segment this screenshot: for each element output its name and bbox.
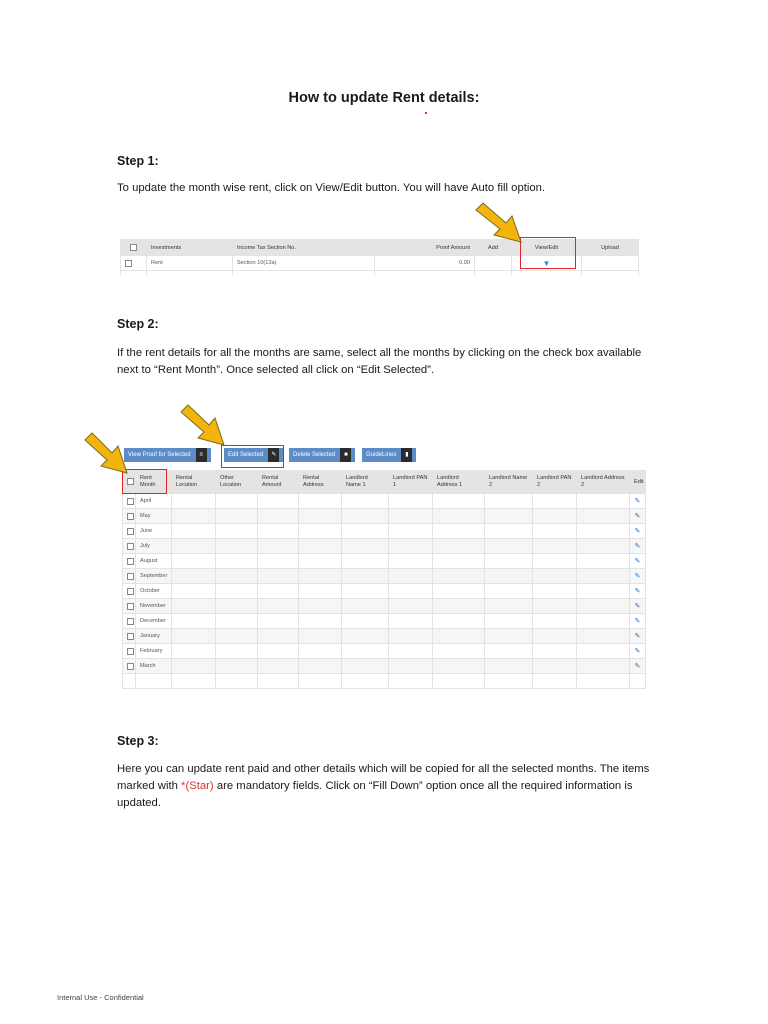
empty-cell <box>577 599 630 614</box>
empty-cell <box>533 644 577 659</box>
empty-cell <box>485 569 533 584</box>
empty-cell <box>577 569 630 584</box>
section-cell: Section 10(13a) <box>233 256 375 271</box>
empty-cell <box>258 584 299 599</box>
empty-cell <box>216 614 258 629</box>
table-row-empty <box>123 674 646 689</box>
rent-months-table <box>122 470 646 689</box>
view-proof-label: View Proof for Selected <box>128 452 191 458</box>
table-row <box>123 524 646 539</box>
page-title: How to update Rent details: <box>288 90 480 106</box>
table-row <box>123 629 646 644</box>
month-checkbox[interactable] <box>123 659 136 674</box>
trash-icon: ■ <box>340 448 351 462</box>
step-2-text: If the rent details for all the months are same, select all the months by clicking on the check box available next to “Rent Month”. Once selected all click on “Edit Selected”. <box>117 347 642 376</box>
empty-cell <box>342 539 389 554</box>
empty-cell <box>123 674 136 689</box>
empty-cell <box>485 659 533 674</box>
edit-row-button[interactable] <box>630 524 646 539</box>
month-cell: June <box>136 524 172 539</box>
empty-cell <box>258 629 299 644</box>
empty-cell <box>577 584 630 599</box>
empty-cell <box>216 599 258 614</box>
empty-cell <box>389 554 433 569</box>
empty-cell <box>577 524 630 539</box>
empty-cell <box>299 629 342 644</box>
month-checkbox[interactable] <box>123 554 136 569</box>
empty-cell <box>389 494 433 509</box>
empty-cell <box>533 584 577 599</box>
empty-cell <box>258 674 299 689</box>
table-row <box>123 539 646 554</box>
empty-cell <box>342 644 389 659</box>
empty-cell <box>577 509 630 524</box>
upload-cell[interactable] <box>582 256 639 271</box>
empty-cell <box>533 494 577 509</box>
add-cell[interactable] <box>475 256 512 271</box>
empty-cell <box>342 494 389 509</box>
empty-cell <box>299 524 342 539</box>
list-icon: ≡ <box>196 448 207 462</box>
empty-cell <box>485 539 533 554</box>
empty-cell <box>433 644 485 659</box>
edit-row-button[interactable] <box>630 509 646 524</box>
col-landlord-pan-2: Landlord PAN 2 <box>533 471 577 494</box>
empty-cell <box>533 554 577 569</box>
empty-cell <box>342 509 389 524</box>
step-3-text-after: are mandatory fields. Click on “Fill Down” option once all the required information is updated. <box>117 780 633 809</box>
empty-cell <box>577 674 630 689</box>
col-rent-month: Rent Month <box>136 471 172 494</box>
month-checkbox[interactable] <box>123 599 136 614</box>
empty-cell <box>258 644 299 659</box>
col-view-edit: View/Edit <box>512 240 582 256</box>
empty-cell <box>172 659 216 674</box>
empty-cell <box>485 554 533 569</box>
empty-cell <box>389 509 433 524</box>
table-row <box>123 584 646 599</box>
empty-cell <box>433 584 485 599</box>
empty-cell <box>533 524 577 539</box>
empty-cell <box>216 509 258 524</box>
month-cell: October <box>136 584 172 599</box>
col-landlord-address-2: Landlord Address 2 <box>577 471 630 494</box>
pencil-icon: ✎ <box>268 448 279 462</box>
edit-row-button[interactable] <box>630 494 646 509</box>
empty-cell <box>299 659 342 674</box>
pencil-icon: ✎ <box>634 498 641 505</box>
guidelines-button[interactable] <box>362 448 416 462</box>
edit-row-button[interactable] <box>630 614 646 629</box>
col-investments: Investments <box>147 240 233 256</box>
empty-cell <box>172 614 216 629</box>
pencil-icon: ✎ <box>634 513 641 520</box>
empty-cell <box>299 599 342 614</box>
empty-cell <box>342 629 389 644</box>
empty-cell <box>172 509 216 524</box>
col-landlord-name-1: Landlord Name 1 <box>342 471 389 494</box>
pencil-icon: ✎ <box>634 618 641 625</box>
empty-cell <box>216 539 258 554</box>
edit-row-button[interactable] <box>630 569 646 584</box>
empty-cell <box>299 674 342 689</box>
empty-cell <box>433 599 485 614</box>
empty-cell <box>533 509 577 524</box>
empty-cell <box>258 659 299 674</box>
empty-cell <box>216 644 258 659</box>
empty-cell <box>258 569 299 584</box>
col-rental-location: Rental Location <box>172 471 216 494</box>
pencil-icon: ✎ <box>634 558 641 565</box>
empty-cell <box>216 569 258 584</box>
month-checkbox[interactable] <box>123 629 136 644</box>
empty-cell <box>342 569 389 584</box>
table-row <box>123 569 646 584</box>
empty-cell <box>389 629 433 644</box>
empty-cell <box>299 509 342 524</box>
edit-row-button[interactable] <box>630 554 646 569</box>
col-landlord-address-1: Landlord Address 1 <box>433 471 485 494</box>
empty-cell <box>533 659 577 674</box>
empty-cell <box>258 599 299 614</box>
diamond-icon: ▼ <box>542 258 551 268</box>
empty-cell <box>433 614 485 629</box>
table-row <box>123 599 646 614</box>
empty-cell <box>433 554 485 569</box>
arrow-to-rent-month <box>82 430 130 476</box>
empty-cell <box>577 629 630 644</box>
table-row <box>123 614 646 629</box>
month-cell: April <box>136 494 172 509</box>
month-cell: December <box>136 614 172 629</box>
view-edit-highlight-box <box>520 237 576 269</box>
col-proof-amount: Proof Amount <box>375 240 475 256</box>
empty-cell <box>533 629 577 644</box>
pencil-icon: ✎ <box>634 528 641 535</box>
col-other-location: Other Location <box>216 471 258 494</box>
empty-cell <box>342 599 389 614</box>
empty-cell <box>485 509 533 524</box>
empty-cell <box>433 629 485 644</box>
empty-cell <box>342 554 389 569</box>
edit-row-button[interactable] <box>630 659 646 674</box>
step-2-heading: Step 2: <box>117 317 159 331</box>
empty-cell <box>172 569 216 584</box>
col-rental-amount: Rental Amount <box>258 471 299 494</box>
pencil-icon: ✎ <box>634 633 641 640</box>
empty-cell <box>342 614 389 629</box>
empty-cell <box>216 554 258 569</box>
pencil-icon: ✎ <box>634 543 641 550</box>
empty-cell <box>433 659 485 674</box>
month-cell: February <box>136 644 172 659</box>
empty-cell <box>389 524 433 539</box>
month-checkbox[interactable] <box>123 494 136 509</box>
month-checkbox[interactable] <box>123 584 136 599</box>
col-edit: Edit <box>630 471 646 494</box>
empty-cell <box>433 569 485 584</box>
step-1-text: To update the month wise rent, click on View/Edit button. You will have Auto fill option. <box>117 182 546 194</box>
empty-cell <box>172 584 216 599</box>
footer: Internal Use - Confidential <box>57 993 144 1002</box>
empty-cell <box>216 524 258 539</box>
empty-cell <box>389 644 433 659</box>
empty-cell <box>389 674 433 689</box>
empty-cell <box>577 554 630 569</box>
guidelines-label: GuideLines <box>366 452 397 458</box>
empty-cell <box>389 584 433 599</box>
empty-cell <box>216 659 258 674</box>
empty-cell <box>342 674 389 689</box>
table-row <box>123 659 646 674</box>
step-3-text-before: Here you can update rent paid and other details which will be copied for all the selected months. The items marked with <box>117 763 650 792</box>
empty-cell <box>485 629 533 644</box>
month-checkbox[interactable] <box>123 539 136 554</box>
edit-selected-highlight-box <box>221 445 284 468</box>
empty-cell <box>577 644 630 659</box>
empty-cell <box>342 659 389 674</box>
delete-selected-button[interactable] <box>289 448 355 462</box>
empty-cell <box>433 509 485 524</box>
empty-cell <box>172 674 216 689</box>
month-cell: January <box>136 629 172 644</box>
empty-cell <box>172 524 216 539</box>
pencil-icon: ✎ <box>634 603 641 610</box>
empty-cell <box>485 494 533 509</box>
edit-row-button[interactable] <box>630 584 646 599</box>
empty-cell <box>258 614 299 629</box>
table-row <box>123 644 646 659</box>
empty-cell <box>630 674 646 689</box>
star-marker: *(Star) <box>181 780 214 792</box>
empty-cell <box>533 569 577 584</box>
empty-cell <box>389 614 433 629</box>
empty-cell <box>533 599 577 614</box>
empty-cell <box>533 674 577 689</box>
empty-cell <box>485 599 533 614</box>
table-row <box>123 509 646 524</box>
edit-row-button[interactable] <box>630 644 646 659</box>
investment-cell: Rent <box>147 256 233 271</box>
empty-cell <box>258 509 299 524</box>
month-cell: July <box>136 539 172 554</box>
pencil-icon: ✎ <box>634 573 641 580</box>
step-1-heading: Step 1: <box>117 154 159 168</box>
col-section: Income Tax Section No. <box>233 240 375 256</box>
empty-cell <box>533 539 577 554</box>
empty-cell <box>433 524 485 539</box>
empty-cell <box>485 524 533 539</box>
month-checkbox[interactable] <box>123 509 136 524</box>
empty-cell <box>299 569 342 584</box>
empty-cell <box>299 584 342 599</box>
empty-cell <box>299 539 342 554</box>
empty-cell <box>433 674 485 689</box>
col-rental-address: Rental Address <box>299 471 342 494</box>
empty-cell <box>258 554 299 569</box>
col-upload: Upload <box>582 240 639 256</box>
empty-cell <box>433 539 485 554</box>
empty-cell <box>172 554 216 569</box>
edit-row-button[interactable] <box>630 539 646 554</box>
edit-row-button[interactable] <box>630 599 646 614</box>
row-checkbox[interactable] <box>121 256 147 271</box>
empty-cell <box>299 494 342 509</box>
empty-cell <box>172 629 216 644</box>
empty-cell <box>342 524 389 539</box>
proof-amount-cell: 0.00 <box>375 256 475 271</box>
month-checkbox[interactable] <box>123 524 136 539</box>
empty-cell <box>216 674 258 689</box>
empty-cell <box>389 659 433 674</box>
month-checkbox[interactable] <box>123 644 136 659</box>
view-proof-button[interactable] <box>124 448 211 462</box>
empty-cell <box>172 644 216 659</box>
pencil-icon: ✎ <box>634 588 641 595</box>
col-landlord-name-2: Landlord Name 2 <box>485 471 533 494</box>
arrow-to-edit-selected <box>178 402 228 448</box>
empty-cell <box>299 644 342 659</box>
col-landlord-pan-1: Landlord PAN 1 <box>389 471 433 494</box>
pencil-icon: ✎ <box>634 648 641 655</box>
col-add: Add <box>475 240 512 256</box>
empty-cell <box>299 614 342 629</box>
empty-cell <box>389 599 433 614</box>
month-cell: March <box>136 659 172 674</box>
month-cell: November <box>136 599 172 614</box>
empty-cell <box>172 599 216 614</box>
empty-cell <box>485 644 533 659</box>
empty-cell <box>258 494 299 509</box>
empty-cell <box>172 539 216 554</box>
empty-cell <box>577 494 630 509</box>
empty-cell <box>342 584 389 599</box>
month-cell: September <box>136 569 172 584</box>
step-3-text <box>117 761 657 812</box>
bookmark-icon: ▮ <box>401 448 412 462</box>
edit-row-button[interactable] <box>630 629 646 644</box>
empty-cell <box>485 584 533 599</box>
table-row <box>123 494 646 509</box>
empty-cell <box>136 674 172 689</box>
red-dot-mark <box>425 112 427 114</box>
pencil-icon: ✎ <box>634 663 641 670</box>
empty-cell <box>433 494 485 509</box>
empty-cell <box>485 674 533 689</box>
empty-cell <box>172 494 216 509</box>
empty-cell <box>485 614 533 629</box>
month-cell: May <box>136 509 172 524</box>
empty-cell <box>389 539 433 554</box>
empty-cell <box>577 659 630 674</box>
empty-cell <box>299 554 342 569</box>
step-3-heading: Step 3: <box>117 734 159 748</box>
empty-cell <box>216 494 258 509</box>
select-all-checkbox[interactable] <box>121 240 147 256</box>
month-checkbox[interactable] <box>123 569 136 584</box>
empty-cell <box>258 539 299 554</box>
empty-cell <box>577 614 630 629</box>
edit-selected-label: Edit Selected <box>228 452 264 458</box>
month-cell: August <box>136 554 172 569</box>
delete-selected-label: Delete Selected <box>293 452 336 458</box>
empty-cell <box>577 539 630 554</box>
empty-cell <box>258 524 299 539</box>
empty-cell <box>533 614 577 629</box>
empty-cell <box>216 584 258 599</box>
arrow-to-view-edit <box>472 200 526 246</box>
empty-cell <box>216 629 258 644</box>
month-checkbox[interactable] <box>123 614 136 629</box>
empty-cell <box>389 569 433 584</box>
table-row <box>123 554 646 569</box>
